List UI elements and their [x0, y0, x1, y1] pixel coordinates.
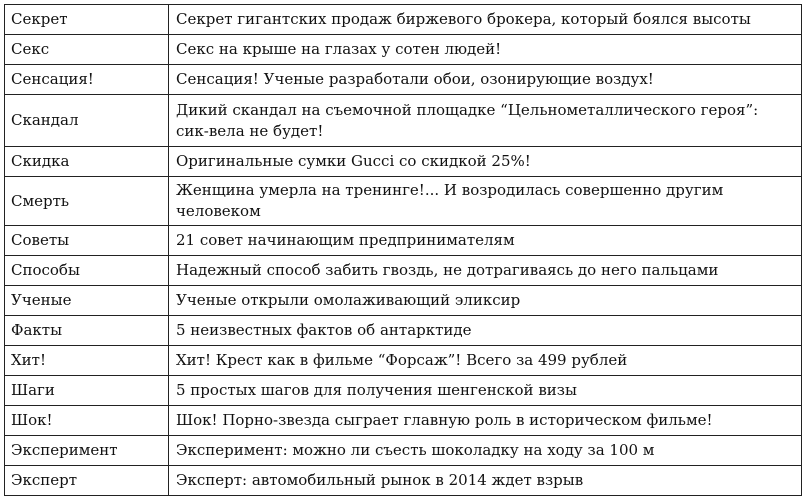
example-headline-cell: Хит! Крест как в фильме “Форсаж”! Всего за 499 рублей: [169, 346, 802, 376]
table-row: [5, 286, 802, 316]
table-row: [5, 35, 802, 65]
keyword-cell: Скандал: [5, 95, 169, 147]
example-headline-cell: Эксперимент: можно ли съесть шоколадку на ходу за 100 м: [169, 436, 802, 466]
table-row: [5, 256, 802, 286]
keyword-cell: Хит!: [5, 346, 169, 376]
keyword-cell: Шаги: [5, 376, 169, 406]
example-headline-cell: 5 простых шагов для получения шенгенской визы: [169, 376, 802, 406]
example-headline-cell: Секс на крыше на глазах у сотен людей!: [169, 35, 802, 65]
table-row: [5, 376, 802, 406]
keyword-cell: Эксперт: [5, 466, 169, 496]
table-row: [5, 436, 802, 466]
table-row: [5, 147, 802, 177]
table-row: [5, 346, 802, 376]
example-headline-cell: 5 неизвестных фактов об антарктиде: [169, 316, 802, 346]
keyword-cell: Способы: [5, 256, 169, 286]
keyword-cell: Скидка: [5, 147, 169, 177]
keyword-cell: Смерть: [5, 177, 169, 226]
example-headline-cell: Оригинальные сумки Gucci со скидкой 25%!: [169, 147, 802, 177]
keyword-cell: Ученые: [5, 286, 169, 316]
table-row: [5, 95, 802, 147]
table-row: [5, 177, 802, 226]
keyword-cell: Секс: [5, 35, 169, 65]
example-headline-cell: Сенсация! Ученые разработали обои, озонирующие воздух!: [169, 65, 802, 95]
example-headline-cell: Надежный способ забить гвоздь, не дотрагиваясь до него пальцами: [169, 256, 802, 286]
document-page: [4, 4, 802, 496]
keyword-cell: Советы: [5, 226, 169, 256]
keyword-cell: Шок!: [5, 406, 169, 436]
example-headline-cell: Шок! Порно-звезда сыграет главную роль в историческом фильме!: [169, 406, 802, 436]
example-headline-cell: Ученые открыли омолаживающий эликсир: [169, 286, 802, 316]
table-row: [5, 65, 802, 95]
example-headline-cell: 21 совет начинающим предпринимателям: [169, 226, 802, 256]
table-row: [5, 5, 802, 35]
headline-keywords-table: [4, 4, 802, 496]
example-headline-cell: Дикий скандал на съемочной площадке “Цельнометаллического героя”: сик-вела не будет!: [169, 95, 802, 147]
keyword-cell: Секрет: [5, 5, 169, 35]
table-row: [5, 316, 802, 346]
keyword-cell: Эксперимент: [5, 436, 169, 466]
keyword-cell: Факты: [5, 316, 169, 346]
table-row: [5, 466, 802, 496]
example-headline-cell: Женщина умерла на тренинге!... И возродилась совершенно другим человеком: [169, 177, 802, 226]
table-row: [5, 226, 802, 256]
example-headline-cell: Эксперт: автомобильный рынок в 2014 ждет взрыв: [169, 466, 802, 496]
example-headline-cell: Секрет гигантских продаж биржевого брокера, который боялся высоты: [169, 5, 802, 35]
table-row: [5, 406, 802, 436]
keyword-cell: Сенсация!: [5, 65, 169, 95]
